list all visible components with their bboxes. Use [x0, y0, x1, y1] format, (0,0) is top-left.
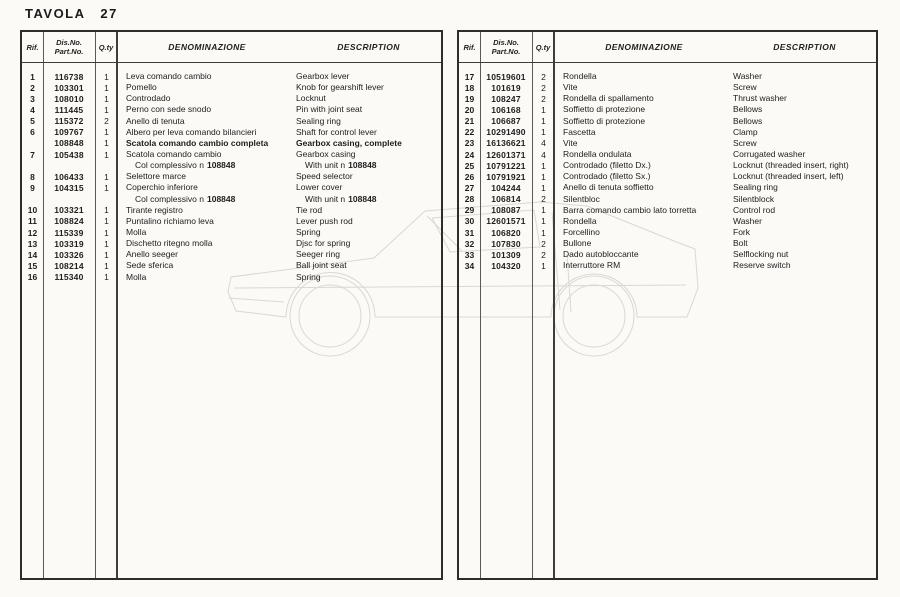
table-row: [22, 249, 441, 260]
table-row: [459, 249, 876, 260]
table-row: [459, 216, 876, 227]
description-text: Locknut: [296, 93, 326, 104]
rif-number: 5: [30, 116, 35, 127]
description-cell: [118, 194, 441, 205]
table-row: [22, 160, 441, 171]
rif-number: 10: [27, 205, 38, 216]
description-text: Locknut (threaded insert, right): [733, 160, 849, 171]
header-denominazione: DENOMINAZIONE: [605, 41, 683, 52]
part-number: 103321: [54, 205, 84, 216]
table-row: [459, 104, 876, 115]
table-body: [22, 62, 441, 283]
quantity: 1: [541, 205, 546, 216]
rif-number: 6: [30, 127, 35, 138]
part-number: 105438: [54, 149, 84, 160]
part-number: 107830: [491, 238, 521, 249]
quantity: 1: [541, 182, 546, 193]
header-rif: Rif.: [26, 42, 39, 52]
rif-number: 34: [464, 260, 475, 271]
denominazione-text: Barra comando cambio lato torretta: [563, 204, 697, 215]
table-header: [459, 32, 876, 63]
part-number: 106687: [491, 116, 521, 127]
denominazione-text: Scatola comando cambio: [126, 148, 222, 159]
rif-number: 17: [464, 71, 475, 82]
description-cell: [118, 216, 441, 227]
header-qty: Q.ty: [535, 42, 551, 52]
part-number: 106820: [491, 227, 521, 238]
description-text: Gearbox casing: [296, 148, 356, 159]
part-number: 108010: [54, 93, 84, 104]
description-cell: [555, 127, 876, 138]
description-cell: [118, 238, 441, 249]
rif-number: 8: [30, 171, 35, 182]
description-text: Speed selector: [296, 171, 353, 182]
description-text: Corrugated washer: [733, 148, 806, 159]
denominazione-text: Molla: [126, 226, 147, 237]
unit-number: 108848: [348, 193, 377, 204]
description-text: Djsc for spring: [296, 238, 351, 249]
unit-number: 108848: [206, 193, 236, 204]
description-cell: [555, 260, 876, 271]
description-cell: [118, 272, 441, 283]
description-cell: [118, 71, 441, 82]
rif-number: 11: [28, 216, 37, 227]
quantity: 1: [541, 260, 546, 271]
header-rif: Rif.: [463, 42, 476, 52]
rif-number: 4: [30, 104, 35, 115]
description-text: Clamp: [733, 126, 758, 137]
table-row: [22, 71, 441, 82]
page-title-spacer: [85, 6, 100, 21]
denominazione-text: Controdado (filetto Dx.): [563, 160, 651, 171]
rif-number: 19: [464, 93, 475, 104]
denominazione-text: Albero per leva comando bilancieri: [126, 126, 257, 137]
part-number: 115339: [54, 227, 84, 238]
rif-number: 22: [464, 127, 475, 138]
table-row: [459, 171, 876, 182]
table-row: [22, 82, 441, 93]
description-cell: [118, 149, 441, 160]
quantity: 1: [104, 104, 109, 115]
table-row: [459, 160, 876, 171]
denominazione-text: Puntalino richiamo leva: [126, 215, 214, 226]
denominazione-text: Bullone: [563, 238, 592, 249]
quantity: 2: [541, 249, 546, 260]
denominazione-text: Forcellino: [563, 226, 600, 237]
denominazione-text: Coperchio inferiore: [126, 182, 198, 193]
table-row: [459, 205, 876, 216]
denominazione-text: Sede sferica: [126, 260, 174, 271]
table-row: [459, 227, 876, 238]
table-row: [459, 238, 876, 249]
denominazione-text: Scatola comando cambio completa: [126, 137, 269, 148]
part-number: 116738: [54, 71, 84, 82]
quantity: 1: [541, 216, 546, 227]
table-row: [22, 149, 441, 160]
quantity: 1: [104, 182, 109, 193]
rif-number: 21: [464, 116, 475, 127]
header-part-no: [43, 32, 95, 62]
part-number: 115340: [54, 272, 84, 283]
table-row: [459, 149, 876, 160]
quantity: 1: [104, 227, 109, 238]
header-qty: Q.ty: [98, 42, 114, 52]
denominazione-text: Selettore marce: [126, 171, 186, 182]
table-row: [22, 194, 441, 205]
rif-number: 31: [464, 227, 475, 238]
description-cell: [555, 93, 876, 104]
rif-number: 26: [464, 171, 475, 182]
denominazione-text: Anello seeger: [126, 249, 178, 260]
quantity: 1: [541, 227, 546, 238]
header-part-no: [480, 32, 532, 62]
header-part-no-line2: Part.No.: [54, 47, 84, 56]
quantity: 1: [104, 71, 109, 82]
parts-table-right: [457, 30, 878, 580]
quantity: 1: [104, 171, 109, 182]
rif-number: 23: [464, 138, 475, 149]
table-row: [22, 216, 441, 227]
description-cell: [118, 205, 441, 216]
description-text: Sealing ring: [296, 115, 341, 126]
table-row: [459, 182, 876, 193]
rif-number: 9: [30, 182, 35, 193]
description-cell: [118, 160, 441, 171]
part-number: 103319: [54, 238, 84, 249]
quantity: 1: [104, 238, 109, 249]
description-cell: [118, 127, 441, 138]
description-cell: [555, 138, 876, 149]
description-cell: [118, 93, 441, 104]
quantity: 1: [104, 249, 109, 260]
rif-number: 25: [464, 160, 475, 171]
quantity: 1: [104, 138, 109, 149]
description-text: Washer: [733, 71, 762, 81]
unit-number: 108848: [348, 160, 377, 171]
description-cell: [118, 249, 441, 260]
quantity: 1: [104, 93, 109, 104]
rif-number: 24: [464, 149, 475, 160]
description-cell: [555, 149, 876, 160]
description-text: Reserve switch: [733, 260, 791, 271]
table-row: [22, 116, 441, 127]
description-cell: [555, 160, 876, 171]
table-row: [22, 227, 441, 238]
denominazione-text: Dischetto ritegno molla: [126, 238, 213, 249]
quantity: 4: [541, 149, 546, 160]
part-number: 10791921: [486, 171, 526, 182]
description-cell: [118, 182, 441, 193]
description-cell: [555, 116, 876, 127]
header-dis-no: Dis.No.: [56, 38, 82, 47]
denominazione-text: Soffietto di protezione: [563, 104, 646, 115]
quantity: 1: [104, 260, 109, 271]
description-cell: [555, 171, 876, 182]
denominazione-text: Rondella: [563, 215, 597, 226]
rif-number: 16: [27, 272, 38, 283]
denominazione-text: Anello di tenuta: [126, 115, 185, 126]
table-row: [22, 93, 441, 104]
description-text: Thrust washer: [733, 93, 787, 104]
description-cell: [118, 260, 441, 271]
description-text: Bellows: [733, 115, 763, 126]
denominazione-text: Col complessivo n 108848: [135, 193, 236, 204]
rif-number: 12: [27, 227, 38, 238]
table-row: [22, 171, 441, 182]
table-body: [459, 62, 876, 272]
part-number: 101309: [491, 249, 521, 260]
table-row: [22, 205, 441, 216]
table-row: [22, 260, 441, 271]
part-number: 10519601: [486, 71, 526, 82]
rif-number: 2: [30, 82, 35, 93]
part-number: 108848: [54, 138, 84, 149]
part-number: 108824: [54, 216, 84, 227]
description-text: Control rod: [733, 204, 776, 215]
denominazione-text: Dado autobloccante: [563, 249, 639, 260]
part-number: 103326: [54, 249, 84, 260]
part-number: 108214: [54, 260, 84, 271]
header-description: DESCRIPTION: [773, 41, 836, 52]
quantity: 2: [541, 194, 546, 205]
part-number: 109767: [54, 127, 84, 138]
description-text: Seeger ring: [296, 249, 340, 260]
description-text: Bolt: [733, 238, 748, 249]
table-row: [459, 260, 876, 271]
table-row: [22, 272, 441, 283]
rif-number: 15: [27, 260, 38, 271]
header-denominazione: DENOMINAZIONE: [168, 41, 246, 52]
unit-number: 108848: [206, 160, 236, 171]
rif-number: 32: [464, 238, 475, 249]
rif-number: 30: [464, 216, 475, 227]
denominazione-text: Col complessivo n 108848: [135, 160, 236, 171]
description-cell: [555, 238, 876, 249]
denominazione-text: Interruttore RM: [563, 260, 621, 271]
rif-number: 13: [27, 238, 38, 249]
table-row: [22, 104, 441, 115]
description-cell: [555, 104, 876, 115]
description-text: Knob for gearshift lever: [296, 82, 384, 93]
denominazione-text: Perno con sede snodo: [126, 104, 212, 115]
part-number: 108247: [491, 93, 521, 104]
quantity: 2: [541, 82, 546, 93]
denominazione-text: Tirante registro: [126, 204, 183, 215]
part-number: 115372: [54, 116, 84, 127]
denominazione-text: Molla: [126, 271, 147, 282]
table-row: [459, 82, 876, 93]
page-title-number: 27: [100, 6, 118, 21]
description-text: Lower cover: [296, 182, 343, 193]
part-number: 106814: [491, 194, 521, 205]
denominazione-text: Vite: [563, 137, 578, 148]
table-row: [459, 116, 876, 127]
table-row: [459, 71, 876, 82]
description-text: Selflocking nut: [733, 249, 789, 260]
description-cell: [555, 71, 876, 82]
part-number: 104244: [491, 182, 521, 193]
part-number: 10791221: [486, 160, 526, 171]
description-cell: [555, 216, 876, 227]
quantity: 1: [541, 171, 546, 182]
table-row: [22, 127, 441, 138]
quantity: 1: [104, 149, 109, 160]
description-cell: [555, 194, 876, 205]
description-text: Lever push rod: [296, 215, 353, 226]
rif-number: 18: [464, 82, 475, 93]
part-number: 12601371: [486, 149, 526, 160]
description-cell: [118, 227, 441, 238]
description-cell: [555, 249, 876, 260]
rif-number: 28: [464, 194, 475, 205]
description-text: Spring: [296, 271, 321, 282]
rif-number: 20: [464, 104, 475, 115]
description-text: With unit n 108848: [305, 160, 377, 171]
rif-number: 27: [464, 182, 475, 193]
table-row: [22, 182, 441, 193]
table-row: [459, 93, 876, 104]
description-text: Screw: [733, 137, 757, 148]
description-text: Gearbox casing, complete: [296, 137, 402, 148]
quantity: 1: [104, 205, 109, 216]
part-number: 108087: [491, 205, 521, 216]
part-number: 16136621: [486, 138, 526, 149]
page-title-label: TAVOLA: [25, 6, 86, 21]
description-cell: [555, 182, 876, 193]
quantity: 2: [104, 116, 109, 127]
description-cell: [118, 104, 441, 115]
quantity: 1: [104, 82, 109, 93]
rif-number: 14: [27, 249, 38, 260]
rif-number: 29: [464, 205, 475, 216]
description-cell: [555, 227, 876, 238]
header-dis-no: Dis.No.: [493, 38, 519, 47]
denominazione-text: Rondella: [563, 71, 597, 81]
description-cell: [555, 82, 876, 93]
description-text: Locknut (threaded insert, left): [733, 171, 844, 182]
table-row: [459, 127, 876, 138]
quantity: 1: [541, 104, 546, 115]
description-text: With unit n 108848: [305, 193, 377, 204]
quantity: 2: [541, 238, 546, 249]
denominazione-text: Vite: [563, 82, 578, 93]
denominazione-text: Fascetta: [563, 126, 596, 137]
quantity: 1: [541, 116, 546, 127]
parts-table-left: [20, 30, 443, 580]
description-text: Bellows: [733, 104, 763, 115]
page-title: [25, 6, 118, 21]
denominazione-text: Anello di tenuta soffietto: [563, 182, 654, 193]
table-row: [22, 138, 441, 149]
description-text: Spring: [296, 226, 321, 237]
description-text: Shaft for control lever: [296, 126, 377, 137]
denominazione-text: Rondella ondulata: [563, 148, 632, 159]
denominazione-text: Controdado (filetto Sx.): [563, 171, 651, 182]
denominazione-text: Silentbloc: [563, 193, 600, 204]
table-row: [459, 138, 876, 149]
description-text: Silentblock: [733, 193, 775, 204]
quantity: 1: [104, 216, 109, 227]
description-cell: [118, 82, 441, 93]
rif-number: 33: [464, 249, 475, 260]
description-text: Gearbox lever: [296, 71, 350, 81]
rif-number: 3: [30, 93, 35, 104]
table-header: [22, 32, 441, 63]
denominazione-text: Controdado: [126, 93, 171, 104]
denominazione-text: Soffietto di protezione: [563, 115, 646, 126]
part-number: 104315: [54, 182, 84, 193]
rif-number: 1: [30, 71, 35, 82]
part-number: 106168: [491, 104, 521, 115]
description-cell: [118, 138, 441, 149]
part-number: 106433: [54, 171, 84, 182]
description-cell: [118, 171, 441, 182]
part-number: 103301: [54, 82, 84, 93]
denominazione-text: Leva comando cambio: [126, 71, 212, 81]
quantity: 2: [541, 71, 546, 82]
description-text: Washer: [733, 215, 762, 226]
description-cell: [118, 116, 441, 127]
quantity: 1: [541, 160, 546, 171]
part-number: 104320: [491, 260, 521, 271]
description-cell: [555, 205, 876, 216]
part-number: 101619: [491, 82, 521, 93]
table-row: [22, 238, 441, 249]
part-number: 111445: [54, 104, 84, 115]
description-text: Ball joint seat: [296, 260, 347, 271]
description-text: Screw: [733, 82, 757, 93]
quantity: 1: [104, 127, 109, 138]
quantity: 2: [541, 93, 546, 104]
denominazione-text: Rondella di spallamento: [563, 93, 654, 104]
description-text: Fork: [733, 226, 750, 237]
description-text: Pin with joint seat: [296, 104, 363, 115]
quantity: 1: [541, 127, 546, 138]
part-number: 12601571: [486, 216, 526, 227]
table-row: [459, 194, 876, 205]
part-number: 10291490: [486, 127, 526, 138]
header-description: DESCRIPTION: [337, 41, 400, 52]
quantity: 1: [104, 272, 109, 283]
rif-number: 7: [30, 149, 35, 160]
header-part-no-line2: Part.No.: [491, 47, 521, 56]
quantity: 4: [541, 138, 546, 149]
description-text: Tie rod: [296, 204, 323, 215]
denominazione-text: Pomello: [126, 82, 157, 93]
description-text: Sealing ring: [733, 182, 778, 193]
